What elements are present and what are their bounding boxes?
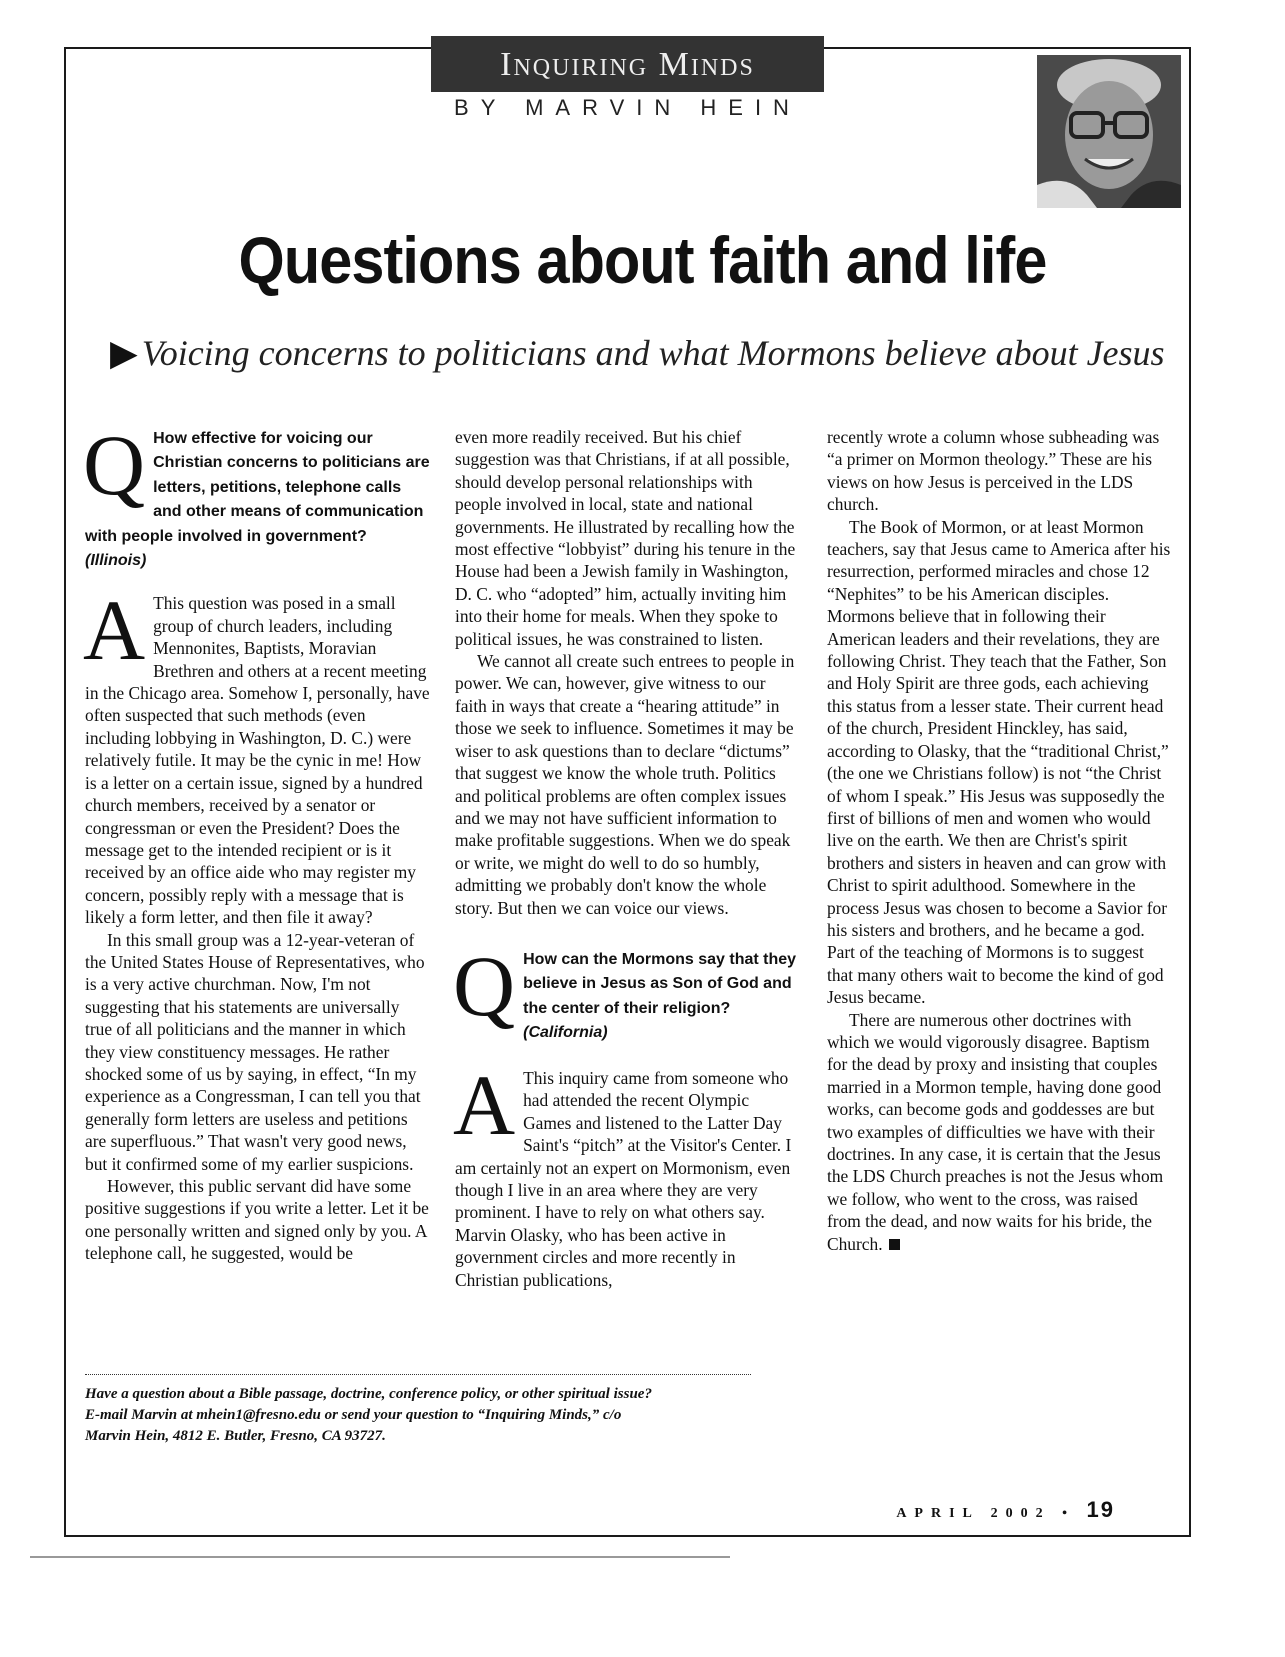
bottom-rule bbox=[30, 1556, 730, 1558]
answer-2-paragraph: recently wrote a column whose subheading was “a primer on Mormon theology.” These are his views on how Jesus is perceived in the LDS church. bbox=[827, 427, 1160, 515]
question-1-state: (Illinois) bbox=[85, 552, 147, 570]
answer-1-paragraph: even more readily received. But his chief suggestion was that Christians, if at all possible, should develop personal relationships with people involved in local, state and national governments. He illustrated by recalling how the most effective “lobbyist” during his tenure in the House had been a Jewish family in Washington, D. C. who “adopted” him, actually inviting him into their home for meals. When they spoke to political issues, he was constrained to listen. bbox=[455, 427, 796, 649]
answer-1-paragraph: In this small group was a 12-year-veteran of the United States House of Representatives, who is a very active churchman. Now, I'm not suggesting that his statements are universally true of all politicians and the manner in which they view constituency messages. He rather shocked some of us by saying, in effect, “In my experience as a Congressman, I can tell you that generally form letters are useless and petitions are superfluous.” That wasn't very good news, but it confirmed some of my earlier suspicions. bbox=[85, 929, 425, 1174]
subhead bbox=[110, 332, 1165, 374]
page-number: 19 bbox=[1086, 1497, 1115, 1522]
question-1 bbox=[83, 417, 430, 572]
answer-drop-cap: A bbox=[83, 582, 146, 679]
arrow-right-icon: ▶ bbox=[110, 333, 138, 373]
author-photo bbox=[1037, 55, 1181, 208]
question-2 bbox=[453, 937, 800, 1047]
answer-1-paragraph: A This question was posed in a small group of church leaders, including Mennonites, Baptists, Moravian Brethren and others at a recent meeting in the Chicago area. Somehow I, personally, have often suspected that such methods (even including lobbying in Washington, D. C.) were relatively futile. It may be the cynic in me! How is a letter on a certain issue, signed by a hundred church members, received by a senator or congressman or even the President? Does the message get to the intended recipient or is it received by an office aide who may register my concern, possibly reply with a message that is likely a form letter, and then file it away? bbox=[83, 582, 430, 928]
question-2-text: How can the Mormons say that they believe in Jesus as Son of God and the center of their religion? bbox=[523, 950, 797, 1017]
column-title: Inquiring Minds bbox=[431, 36, 824, 92]
answer-2-paragraph: The Book of Mormon, or at least Mormon teachers, say that Jesus came to America after his resurrection, performed miracles and chose 12 “Nephites” to be his American disciples. Mormons believe that in following their American leaders and their revelations, they are following Christ. They teach that the Father, Son and Holy Spirit are three gods, each achieving this status from a lesser state. Their current head of the church, President Hinckley, has said, according to Olasky, that the “traditional Christ,” (the one we Christians follow) is not “the Christ of whom I speak.” His Jesus was supposedly the first of billions of men and women who would live on the earth. We then are Christ's spirit brothers and sisters in heaven and can grow with Christ to spirit adulthood. Somewhere in the process Jesus was chosen to become a Savior for his sisters and brothers, and he became a god. Part of the teaching of Mormons is to suggest that many others wait to become the kind of god Jesus became. bbox=[827, 516, 1171, 1008]
footer-note bbox=[85, 1384, 785, 1447]
question-2-state: (California) bbox=[523, 1024, 608, 1042]
column-2 bbox=[455, 426, 800, 1291]
question-drop-cap: Q bbox=[453, 937, 516, 1034]
answer-drop-cap: A bbox=[453, 1056, 516, 1153]
folio bbox=[896, 1497, 1115, 1523]
subhead-text: Voicing concerns to politicians and what Mormons believe about Jesus bbox=[141, 333, 1165, 373]
footer-line: Have a question about a Bible passage, doctrine, conference policy, or other spiritual issue? bbox=[85, 1386, 652, 1402]
footer-line: E-mail Marvin at mhein1@fresno.edu or send your question to “Inquiring Minds,” c/o bbox=[85, 1407, 622, 1423]
answer-2-paragraph: There are numerous other doctrines with which we would vigorously disagree. Baptism for the dead by proxy and insisting that couples married in a Mormon temple, having done good works, can become gods and goddesses are but two examples of difficulties we have with their doctrines. In any case, it is certain that the Jesus the LDS Church preaches is not the Jesus whom we follow, who went to the cross, was raised from the dead, and now waits for his bride, the Church. bbox=[827, 1009, 1164, 1254]
folio-separator: • bbox=[1062, 1506, 1076, 1521]
question-1-text: How effective for voicing our Christian concerns to politicians are letters, petitions, telephone calls and other means of communication with people involved in government? bbox=[85, 430, 430, 545]
headline: Questions about faith and life bbox=[238, 223, 1047, 297]
answer-1-paragraph: We cannot all create such entrees to people in power. We can, however, give witness to our faith in ways that create a “hearing attitude” in those we seek to influence. Sometimes it may be wiser to ask questions than to declare “dictums” that suggest we know the whole truth. Politics and political problems are often complex issues and we may not have sufficient information to make profitable suggestions. When we do speak or write, we might do well to do so humbly, admitting we probably don't know the whole story. But then we can voice our views. bbox=[455, 651, 795, 918]
end-mark-icon bbox=[889, 1239, 900, 1250]
byline: BY MARVIN HEIN bbox=[454, 95, 801, 120]
answer-1-paragraph: However, this public servant did have some positive suggestions if you write a letter. Let it be one personally written and signed only by you. A telephone call, he suggested, would be bbox=[85, 1176, 429, 1264]
question-drop-cap: Q bbox=[83, 417, 146, 513]
column-3 bbox=[827, 426, 1172, 1255]
author-portrait-icon bbox=[1037, 55, 1181, 208]
answer-2-paragraph: A This inquiry came from someone who had attended the recent Olympic Games and listened to the Latter Day Saint's “pitch” at the Visitor's Center. I am certainly not an expert on Mormonism, even though I live in an area where they are very prominent. I have to rely on what others say. Marvin Olasky, who has been active in government circles and more recently in Christian publications, bbox=[453, 1056, 792, 1290]
issue-date: APRIL 2002 bbox=[896, 1506, 1051, 1521]
column-1 bbox=[83, 417, 430, 1265]
footer-line: Marvin Hein, 4812 E. Butler, Fresno, CA 93727. bbox=[85, 1428, 386, 1444]
footer-divider bbox=[85, 1374, 751, 1375]
